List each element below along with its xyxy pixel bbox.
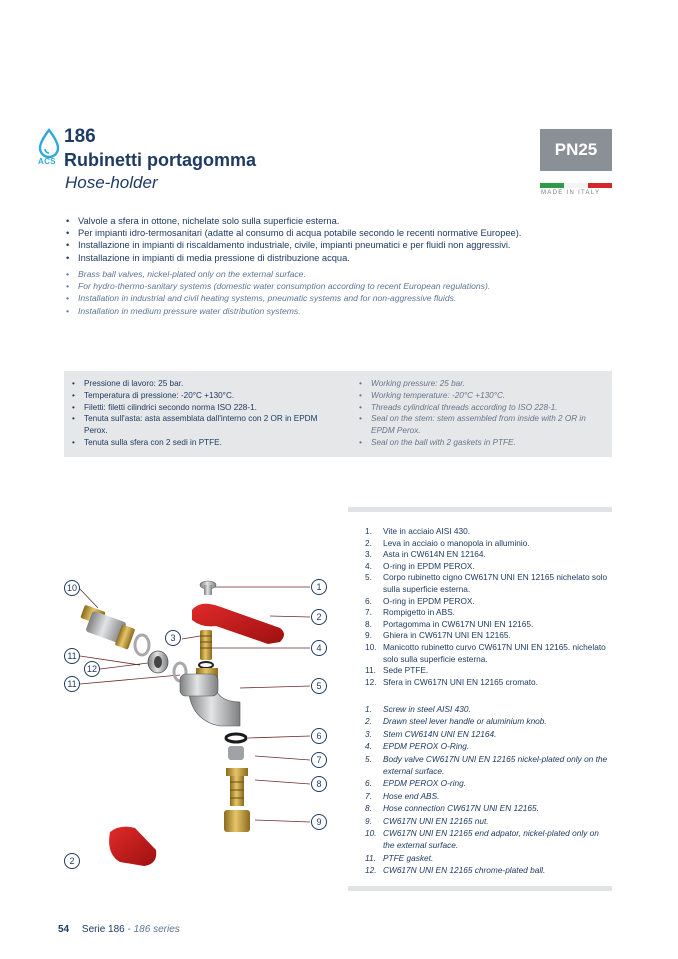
svg-text:8: 8: [316, 779, 322, 789]
list-item: • Brass ball valves, nickel-plated only on the external surface.: [64, 268, 624, 280]
callout: [85, 662, 100, 677]
page-title: Rubinetti portagomma: [64, 150, 256, 170]
part-aluminium-knob: [109, 827, 156, 866]
list-item: • Installation in industrial and civil heating systems, pneumatic systems and for non-aggressive fluids.: [64, 292, 624, 304]
page-footer: [58, 924, 180, 935]
exploded-view-diagram: [40, 570, 340, 900]
product-code: 186: [64, 126, 96, 147]
parts-list-english: [365, 703, 610, 877]
list-item: • Tenuta sulla sfera con 2 sedi in PTFE.: [70, 437, 335, 449]
acs-badge: ACS: [38, 157, 56, 166]
part-screw: [200, 581, 216, 595]
list-item: • Seal on the ball with 2 gaskets in PTFE.: [357, 437, 607, 449]
list-item: 2. Drawn steel lever handle or aluminium knob.: [365, 716, 547, 727]
separator: -: [127, 924, 131, 935]
svg-text:12: 12: [86, 664, 98, 674]
callout: [312, 641, 327, 656]
list-item: • Installazione in impianti di media pressione di distribuzione acqua.: [64, 252, 624, 264]
svg-text:1: 1: [316, 582, 322, 592]
list-item: • Installazione in impianti di riscaldamento industriale, civile, impianti pneumatici e per fluidi non aggressivi.: [64, 239, 624, 251]
svg-text:2: 2: [69, 856, 75, 866]
list-item: 1. Vite in acciaio AISI 430.: [365, 526, 471, 536]
svg-text:6: 6: [316, 731, 322, 741]
description-italian: [64, 215, 624, 264]
list-item: 8. Portagomma in CW617N UNI EN 12165.: [365, 618, 534, 629]
list-item: • For hydro-thermo-sanitary systems (domestic water consumption according to recent European regulations).: [64, 280, 624, 292]
list-item: • Valvole a sfera in ottone, nichelate solo sulla superficie esterna.: [64, 215, 624, 227]
svg-text:7: 7: [316, 755, 322, 765]
list-item: • Seal on the stem: stem assembled from inside with 2 OR in EPDM Perox.: [357, 413, 607, 437]
list-item: • Working pressure: 25 bar.: [357, 378, 607, 390]
svg-text:11: 11: [67, 679, 77, 689]
list-item: 10. Manicotto rubinetto curvo CW617N UNI EN 12165. nichelato solo sulla superficie esterna.: [365, 641, 606, 664]
callout: [312, 753, 327, 768]
list-item: • Working temperature: -20°C +130°C.: [357, 390, 607, 402]
callout: [166, 631, 181, 646]
callout: [312, 777, 327, 792]
list-item: 7. Rompigetto in ABS.: [365, 607, 455, 618]
list-item: 6. EPDM PEROX O-ring.: [365, 778, 466, 789]
part-ball-bore: [154, 656, 162, 668]
parts-list-italian: [365, 526, 610, 688]
list-item: • Tenuta sull'asta: asta assemblata dall'interno con 2 OR in EPDM Perox.: [70, 413, 335, 437]
part-end-adaptor: [80, 605, 135, 650]
callout: [65, 854, 80, 869]
list-item: • Installation in medium pressure water distribution systems.: [64, 305, 624, 317]
series-label: Serie 186: [81, 924, 125, 935]
svg-text:3: 3: [170, 633, 176, 643]
callout: [312, 729, 327, 744]
svg-text:4: 4: [316, 643, 322, 653]
pressure-badge: PN25: [540, 129, 612, 171]
made-in-italy-label: MADE IN ITALY: [541, 190, 601, 196]
list-item: • Per impianti idro-termosanitari (adatte al consumo di acqua potabile secondo le recenti normative Europee).: [64, 227, 624, 239]
list-item: 4. EPDM PEROX O-Ring.: [365, 741, 470, 752]
specifications-italian: [70, 378, 335, 449]
list-item: 6. O-ring in EPDM PEROX.: [365, 595, 475, 606]
list-item: 5. Body valve CW617N UNI EN 12165 nickel-plated only on the external surface.: [365, 753, 608, 777]
part-valve-body: [180, 668, 240, 726]
callout: [65, 677, 80, 692]
divider: [348, 886, 612, 891]
list-item: 12. CW617N UNI EN 12165 chrome-plated ball.: [365, 865, 546, 876]
part-stem: [200, 630, 212, 660]
part-nut: [224, 810, 250, 832]
part-ptfe-seat: [135, 635, 149, 655]
series-label-en: 186 series: [133, 924, 180, 935]
list-item: • Filetti: filetti cilindrici secondo norma ISO 228-1.: [70, 402, 335, 414]
list-item: 11. PTFE gasket.: [365, 852, 434, 863]
divider: [348, 507, 612, 512]
list-item: 3. Stem CW614N UNI EN 12164.: [365, 728, 497, 739]
list-item: 9. Ghiera in CW617N UNI EN 12165.: [365, 630, 511, 641]
svg-text:10: 10: [66, 583, 78, 593]
part-hose-connection: [226, 768, 248, 806]
list-item: • Temperatura di pressione: -20°C +130°C.: [70, 390, 335, 402]
svg-text:2: 2: [316, 612, 322, 622]
list-item: 8. Hose connection CW617N UNI EN 12165.: [365, 803, 539, 814]
callout: [65, 581, 80, 596]
page-number: 54: [58, 924, 70, 935]
flag-white: [564, 183, 588, 188]
list-item: • Threads cylindrical threads according to ISO 228-1.: [357, 402, 607, 414]
svg-text:5: 5: [316, 681, 322, 691]
list-item: 4. O-ring in EPDM PEROX.: [365, 560, 475, 571]
callout: [312, 679, 327, 694]
callout: [312, 610, 327, 625]
svg-text:9: 9: [316, 817, 322, 827]
callout: [312, 815, 327, 830]
list-item: 11. Sede PTFE.: [365, 665, 429, 676]
list-item: 5. Corpo rubinetto cigno CW617N UNI EN 12165 nichelato solo sulla superficie esterna.: [365, 572, 608, 594]
water-drop-icon: [36, 128, 62, 160]
list-item: 2. Leva in acciaio o manopola in alluminio.: [365, 537, 530, 548]
flag-green: [540, 183, 564, 188]
list-item: 3. Asta in CW614N EN 12164.: [365, 549, 486, 560]
callout: [312, 580, 327, 595]
flag-red: [588, 183, 612, 188]
list-item: 12. Sfera in CW617N UNI EN 12165 cromato.: [365, 676, 538, 687]
list-item: 10. CW617N UNI EN 12165 end adpator, nickel-plated only on the external surface.: [365, 828, 599, 851]
list-item: • Pressione di lavoro: 25 bar.: [70, 378, 335, 390]
specifications-english: [357, 378, 607, 449]
part-hose-end: [228, 746, 244, 760]
italian-flag: [540, 183, 612, 188]
list-item: 9. CW617N UNI EN 12165 nut.: [365, 815, 489, 826]
part-o-ring: [199, 662, 213, 668]
description-english: [64, 268, 624, 317]
svg-text:11: 11: [67, 651, 77, 661]
part-o-ring-2: [226, 734, 246, 742]
page-subtitle: Hose-holder: [65, 173, 158, 192]
list-item: 1. Screw in steel AISI 430.: [365, 704, 471, 714]
list-item: 7. Hose end ABS.: [365, 790, 440, 801]
callout: [65, 649, 80, 664]
